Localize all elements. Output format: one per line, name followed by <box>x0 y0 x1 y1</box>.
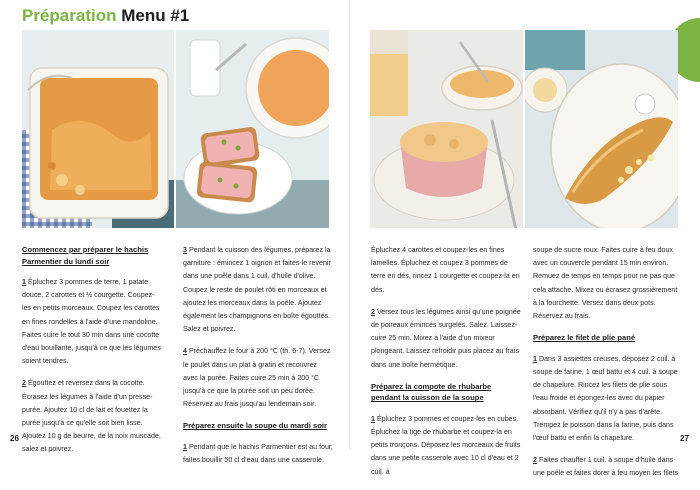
step-text: Égouttez et reversez dans la cocotte. Écrasez les légumes à l'aide d'un presse-purée. Ajoutez 10 cl de lait et fouettez la purée jusqu'à ce qu'elle soit bien lisse. Ajoutez 10 g de beurre, de la noix muscade, salez et poivrez. <box>22 379 161 454</box>
photo-veloute-tartines <box>176 30 329 228</box>
section-heading: Commencez par préparer le hachis Parmentier du lundi soir <box>22 245 149 266</box>
page-title <box>22 6 189 26</box>
step-text: soupe de sucre roux. Faites cuire à feu doux avec un couvercle pendant 15 min environ. Remuez de temps en temps pour ne pas que cela attache. Mixez ou écrasez grossièrement à la fourchette. Versez dans deux pots. Réservez au frais. <box>533 246 678 321</box>
step-number: 2 <box>22 379 26 388</box>
step-text: Préchauffez le four à 200 °C (th. 6-7). Versez le poulet dans un plat à gratin et recouvrez avec la purée. Faites cuire 25 min à 200 °C jusqu'à ce que la purée soit un peu dorée. Réservez au frais jusqu'au lendemain soir. <box>183 347 331 409</box>
section-heading: Préparez la compote de rhubarbe pendant la cuisson de la soupe <box>371 381 492 403</box>
title-rest: Menu #1 <box>121 6 190 25</box>
step-number: 4 <box>183 347 187 356</box>
step-number: 3 <box>183 246 187 254</box>
page-number-left: 26 <box>10 434 19 443</box>
recipe-step <box>183 345 334 411</box>
step-number: 1 <box>371 414 375 423</box>
step-text: Versez tous les légumes ainsi qu'une poignée de poireaux émincés surgelés. Salez. Laissez-cuire 25 min. Mixez à l'aide d'un mixeur plongeant. Laissez refroidir puis placez au frais dans une boîte hermétique. <box>371 307 521 369</box>
text-column-1 <box>22 244 162 466</box>
recipe-step <box>22 276 162 368</box>
title-accent: Préparation <box>22 6 117 25</box>
step-text: Pendant la cuisson des légumes, préparez la garniture : émincez 1 oignon et faites-le revenir dans une poêle dans 1 cuil. d'huile d'olive. Coupez le reste de poulet rôti en morceaux et ajoutez les morceaux dans la poêle. Ajoutez également les champignons en boîte égouttés. Salez et poivrez. <box>183 246 331 334</box>
step-number: 2 <box>371 307 375 316</box>
recipe-step <box>371 306 521 372</box>
recipe-step <box>371 413 521 479</box>
step-number: 1 <box>533 354 537 363</box>
recipe-step <box>533 353 679 445</box>
step-number: 1 <box>183 442 187 451</box>
page-gutter <box>349 0 351 449</box>
recipe-step <box>22 377 162 456</box>
step-text: Épluchez 3 pommes et coupez-les en cubes. Épluchez la tige de rhubarbe et coupez-la en petits tronçons. Déposez les morceaux de fruits dans une petite casserole avec 10 cl d'eau et 2 cuil. à <box>371 414 521 476</box>
step-number: 1 <box>22 278 26 286</box>
recipe-step <box>183 244 334 336</box>
recipe-paragraph <box>533 244 679 323</box>
step-text: Faites chauffer 1 cuil. à soupe d'huile dans une poêle et faites dorer à feu moyen les filets <box>533 456 679 478</box>
page-number-right: 27 <box>680 434 689 443</box>
step-text: Épluchez 4 carottes et coupez-les en fines lamelles. Épluchez et coupez 3 pommes de terre en dés, rincez 1 courgette et coupez-la en dés. <box>371 246 520 294</box>
recipe-paragraph <box>371 244 521 297</box>
photo-filet-plie-pane <box>525 30 678 228</box>
text-column-4 <box>533 244 679 490</box>
text-column-3 <box>371 244 521 488</box>
text-column-2 <box>183 244 334 476</box>
step-text: Dans 3 assiettes creuses, déposez 2 cuil. à soupe de farine, 1 œuf battu et 4 cuil. à soupe de chapelure. Rincez les filets de plie sous l'eau froide et épongez-les avec du papier absorbant. Vérifiez qu'il n'y a pas d'arête. Trempez le poisson dans la farine, puis dans l'œuf battu et enfin la chapelure. <box>533 354 678 442</box>
recipe-step <box>183 441 334 467</box>
section-heading: Préparez ensuite la soupe du mardi soir <box>183 421 327 431</box>
recipe-step <box>533 454 679 480</box>
step-number: 2 <box>533 456 537 465</box>
step-text: Épluchez 3 pommes de terre, 1 patate douce, 2 carottes et ½ courgette. Coupez-les en petits morceaux. Coupez les carottes en fines rondelles à l'aide d'une mandoline. Faites cuire le tout 30 min dans une cocotte d'eau bouillante, jusqu'à ce que les légumes soient tendres. <box>22 278 161 366</box>
photo-compote-rhubarbe <box>370 30 523 228</box>
photo-hachis-parmentier <box>22 30 174 228</box>
section-heading: Préparez le filet de plie pané <box>533 333 636 343</box>
step-text: Pendant que le hachis Parmentier est au four, faites bouillir 50 cl d'eau dans une casserole. <box>183 442 333 465</box>
